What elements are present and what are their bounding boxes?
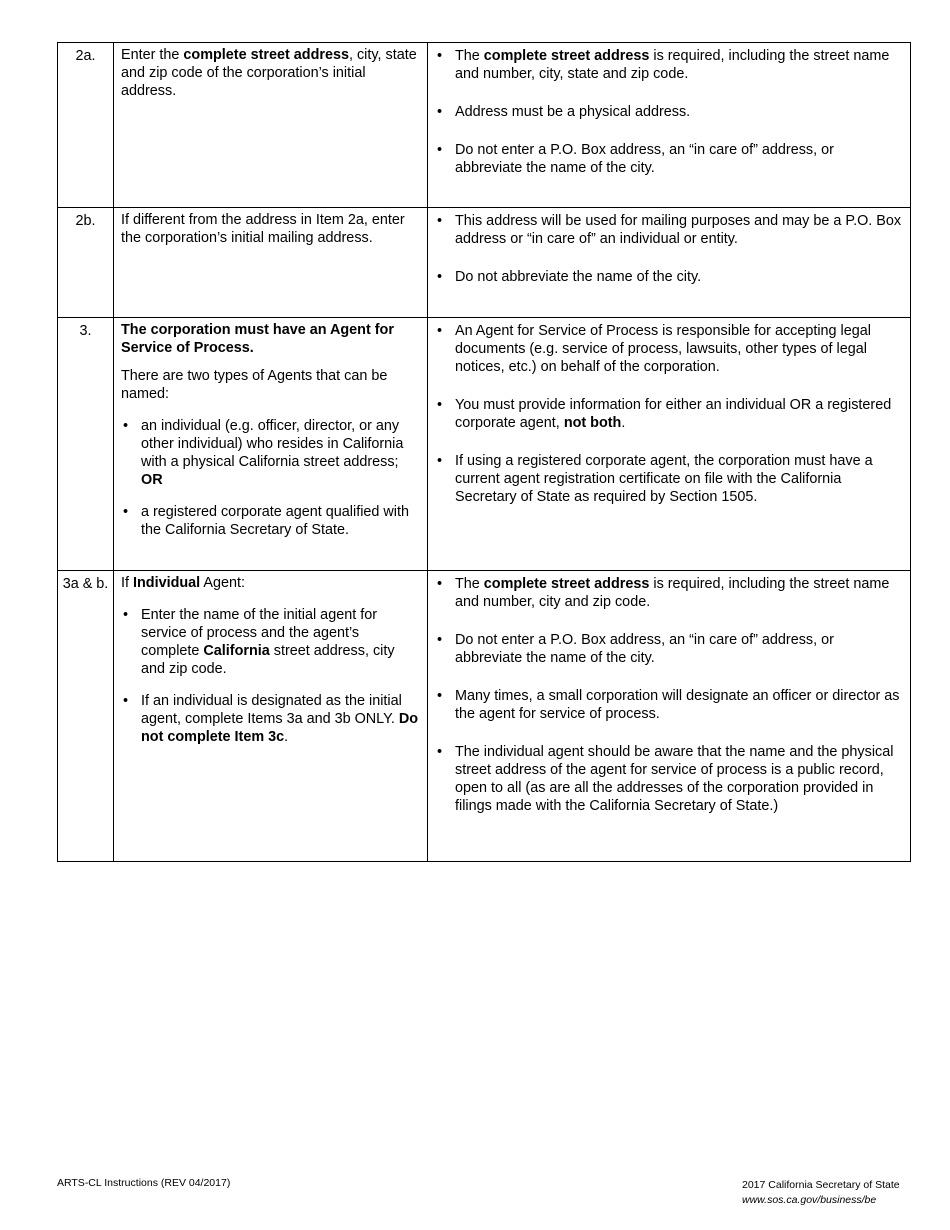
description-intro: There are two types of Agents that can be named:	[121, 368, 388, 402]
notes-list	[435, 575, 902, 815]
description-text: If different from the address in Item 2a, enter the corporation’s initial mailing address.	[121, 212, 405, 246]
row-2b	[58, 208, 911, 318]
item-description	[114, 208, 428, 318]
item-notes	[428, 208, 911, 318]
instructions-table	[57, 42, 911, 862]
bold-text: Do not complete Item 3c	[141, 711, 419, 745]
item-description	[114, 318, 428, 571]
bullet-item: • An Agent for Service of Process is responsible for accepting legal documents (e.g. service of process, lawsuits, other types of legal notices, etc.) on behalf of the corporation.	[435, 322, 902, 376]
bullet-item: • The complete street address is required, including the street name and number, city, state and zip code.	[435, 47, 902, 83]
bullet-item: • Address must be a physical address.	[435, 103, 902, 121]
individual-agent-list	[121, 606, 419, 746]
description-heading: The corporation must have an Agent for Service of Process.	[121, 322, 394, 356]
bold-text: complete street address	[483, 576, 650, 592]
item-number: 2b.	[58, 208, 114, 318]
bullet-item: • an individual (e.g. officer, director, or any other individual) who resides in California with a physical California street address; OR	[121, 417, 419, 489]
bullet-item: • Do not abbreviate the name of the city.	[435, 268, 902, 286]
bold-text: California	[203, 643, 270, 659]
bullet-item: • Enter the name of the initial agent for service of process and the agent’s complete California street address, city and zip code.	[121, 606, 419, 678]
item-description	[114, 571, 428, 862]
form-id-footer: ARTS-CL Instructions (REV 04/2017)	[57, 1177, 231, 1189]
bold-text: complete street address	[183, 47, 349, 63]
bullet-item: • You must provide information for either an individual OR a registered corporate agent, not both.	[435, 396, 902, 432]
item-number: 2a.	[58, 43, 114, 208]
description-intro: If Individual Agent:	[121, 575, 245, 591]
item-number: 3a & b.	[58, 571, 114, 862]
notes-list	[435, 322, 902, 506]
publisher-footer	[742, 1177, 900, 1208]
notes-list	[435, 47, 902, 177]
item-description	[114, 43, 428, 208]
bold-text: complete street address	[483, 48, 650, 64]
item-notes	[428, 571, 911, 862]
bullet-item: • If using a registered corporate agent, the corporation must have a current agent registration certificate on file with the California Secretary of State as required by Section 1505.	[435, 452, 902, 506]
bold-text: Individual	[133, 575, 201, 591]
bold-text: OR	[141, 472, 163, 488]
copyright-text: 2017 California Secretary of State	[742, 1179, 900, 1191]
description-text: Enter the complete street address, city, state and zip code of the corporation’s initial address.	[121, 47, 417, 99]
bullet-item: • a registered corporate agent qualified with the California Secretary of State.	[121, 503, 419, 539]
row-2a	[58, 43, 911, 208]
row-3a-b	[58, 571, 911, 862]
bullet-item: • If an individual is designated as the initial agent, complete Items 3a and 3b ONLY. Do not complete Item 3c.	[121, 692, 419, 746]
website-url: www.sos.ca.gov/business/be	[742, 1194, 877, 1206]
bullet-item: • The individual agent should be aware that the name and the physical street address of the agent for service of process is a public record, open to all (as are all the addresses of the corporation provided in filings made with the California Secretary of State.)	[435, 743, 902, 815]
bullet-item: • The complete street address is required, including the street name and number, city and zip code.	[435, 575, 902, 611]
bullet-item: • This address will be used for mailing purposes and may be a P.O. Box address or “in care of” an individual or entity.	[435, 212, 902, 248]
bullet-item: • Many times, a small corporation will designate an officer or director as the agent for service of process.	[435, 687, 902, 723]
row-3	[58, 318, 911, 571]
bullet-item: • Do not enter a P.O. Box address, an “in care of” address, or abbreviate the name of the city.	[435, 141, 902, 177]
item-notes	[428, 318, 911, 571]
bold-text: not both	[563, 415, 622, 431]
item-notes	[428, 43, 911, 208]
notes-list	[435, 212, 902, 286]
agent-types-list	[121, 417, 419, 539]
item-number: 3.	[58, 318, 114, 571]
bullet-item: • Do not enter a P.O. Box address, an “in care of” address, or abbreviate the name of the city.	[435, 631, 902, 667]
